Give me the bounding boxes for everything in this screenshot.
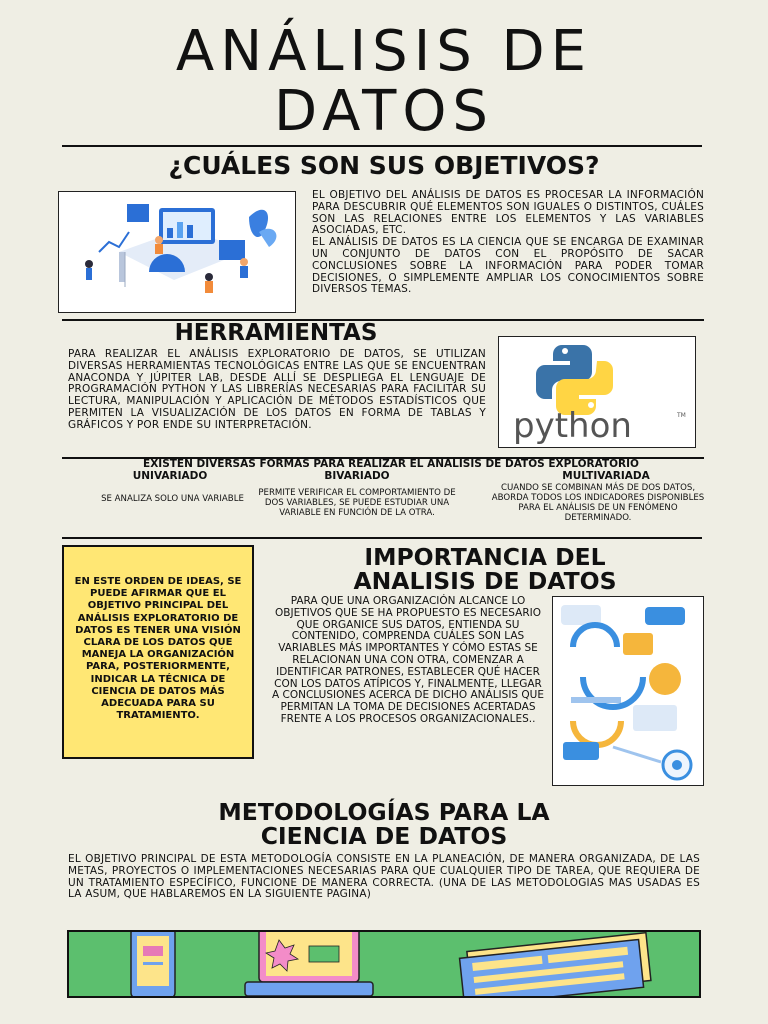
methodologies-text: EL OBJETIVO PRINCIPAL DE ESTA METODOLOGÍA CONSISTE EN LA PLANEACIÓN, DE MANERA ORGANIZADA, DE LAS METAS, PROYECTOS O IMPLEMENTACIONES NECESARIAS PARA QUE CUALQUIER TIPO DE TAREA, QUE REQUIERA DE UN TRATAMIENTO ESPECÍFICO, FUNCIONE DE MANERA CORRECTA. (UNA DE LAS METODOLOGIAS MAS USADAS ES LA ASUM, QUE HABLAREMOS EN LA SIGUIENTE PAGINA) — [68, 853, 700, 901]
forms-heading: EXISTEN DIVERSAS FORMAS PARA REALIZAR EL ANÁLISIS DE DATOS EXPLORATORIO — [143, 458, 639, 470]
devices-banner — [67, 930, 701, 998]
python-logo — [498, 336, 696, 448]
tools-text: PARA REALIZAR EL ANÁLISIS EXPLORATORIO DE DATOS, SE UTILIZAN DIVERSAS HERRAMIENTAS TECNOLÓGICAS ENTRE LAS QUE SE ENCUENTRAN ANACONDA Y JÚPITER LAB, DESDE ALLÍ SE DESPLIEGA EL LENGUAJE DE PROGRAMACIÓN PYTHON Y LAS LIBRERÍAS NECESARIAS PARA FACILITAR SU LECTURA, MANIPULACIÓN Y APLICACIÓN DE MÉTODOS ESTADÍSTICOS QUE PERMITEN LA VISUALIZACIÓN DE LOS DATOS EN FORMA DE TABLAS Y GRÁFICOS Y POR ENDE SU INTERPRETACIÓN. — [68, 348, 486, 431]
callout-box — [62, 545, 254, 759]
python-wordmark: python — [513, 406, 632, 446]
objectives-heading: ¿CUÁLES SON SUS OBJETIVOS? — [168, 151, 600, 180]
univariado-desc: SE ANALIZA SOLO UNA VARIABLE — [101, 494, 244, 504]
importance-heading-line2: ANALISIS DE DATOS — [353, 567, 617, 595]
trademark: TM — [677, 412, 686, 419]
tools-heading: HERRAMIENTAS — [174, 320, 378, 346]
bivariado-desc: PERMITE VERIFICAR EL COMPORTAMIENTO DE DOS VARIABLES, SE PUEDE ESTUDIAR UNA VARIABLE EN FUNCIÓN DE LA OTRA. — [258, 488, 456, 518]
importance-text: PARA QUE UNA ORGANIZACIÓN ALCANCE LO OBJETIVOS QUE SE HA PROPUESTO ES NECESARIO QUE ORGANICE SUS DATOS, ENTIENDA SU CONTENIDO, COMPRENDA CUÁLES SON LAS VARIABLES MÁS IMPORTANTES Y CÓMO ESTAS SE RELACIONAN UNA CON OTRA, COMENZAR A IDENTIFICAR PATRONES, ESTABLECER QUÉ HACER CON LOS DATOS ATÍPICOS Y, FINALMENTE, LLEGAR A CONCLUSIONES ACERCA DE DICHO ANÁLISIS QUE PERMITAN LA TOMA DE DECISIONES ACERTADAS FRENTE A LOS PROCESOS ORGANIZACIONALES.. — [272, 595, 545, 725]
multivariada-title: MULTIVARIADA — [562, 470, 650, 482]
data-analysis-illustration — [58, 191, 296, 313]
objectives-text: EL OBJETIVO DEL ANÁLISIS DE DATOS ES PROCESAR LA INFORMACIÓN PARA DESCUBRIR QUÉ ELEMENTOS SON IGUALES O DISTINTOS, CUÁLES SON LAS RELACIONES ENTRE LOS ELEMENTOS Y LAS VARIABLES ASOCIADAS, ETC. EL ANÁLISIS DE DATOS ES LA CIENCIA QUE SE ENCARGA DE EXAMINAR UN CONJUNTO DE DATOS CON EL PROPÓSITO DE SACAR CONCLUSIONES SOBRE LA INFORMACIÓN PARA PODER TOMAR DECISIONES, O SIMPLEMENTE AMPLIAR LOS CONOCIMIENTOS SOBRE DIVERSOS TEMAS. — [312, 189, 704, 296]
multivariada-desc: CUANDO SE COMBINAN MÁS DE DOS DATOS, ABORDA TODOS LOS INDICADORES DISPONIBLES PARA EL ANÁLISIS DE UN FENÓMENO DETERMINADO. — [491, 483, 705, 523]
methodologies-heading-line2: CIENCIA DE DATOS — [260, 822, 508, 850]
divider — [62, 145, 702, 147]
page-title-line2: DATOS — [274, 79, 494, 144]
divider — [62, 537, 702, 539]
page-title-line1: ANÁLISIS DE — [175, 19, 593, 84]
data-flow-illustration — [552, 596, 704, 786]
univariado-title: UNIVARIADO — [132, 470, 208, 482]
importance-heading-line1: IMPORTANCIA DEL — [364, 543, 606, 571]
bivariado-title: BIVARIADO — [324, 470, 390, 482]
methodologies-heading-line1: METODOLOGÍAS PARA LA — [218, 798, 550, 826]
callout-text: EN ESTE ORDEN DE IDEAS, SE PUEDE AFIRMAR QUE EL OBJETIVO PRINCIPAL DEL ANÁLISIS EXPLORATORIO DE DATOS ES TENER UNA VISIÓN CLARA DE LOS DATOS QUE MANEJA LA ORGANIZACIÓN PARA, POSTERIORMENTE, INDICAR LA TÉCNICA DE CIENCIA DE DATOS MÁS ADECUADA PARA SU TRATAMIENTO. — [74, 576, 242, 722]
